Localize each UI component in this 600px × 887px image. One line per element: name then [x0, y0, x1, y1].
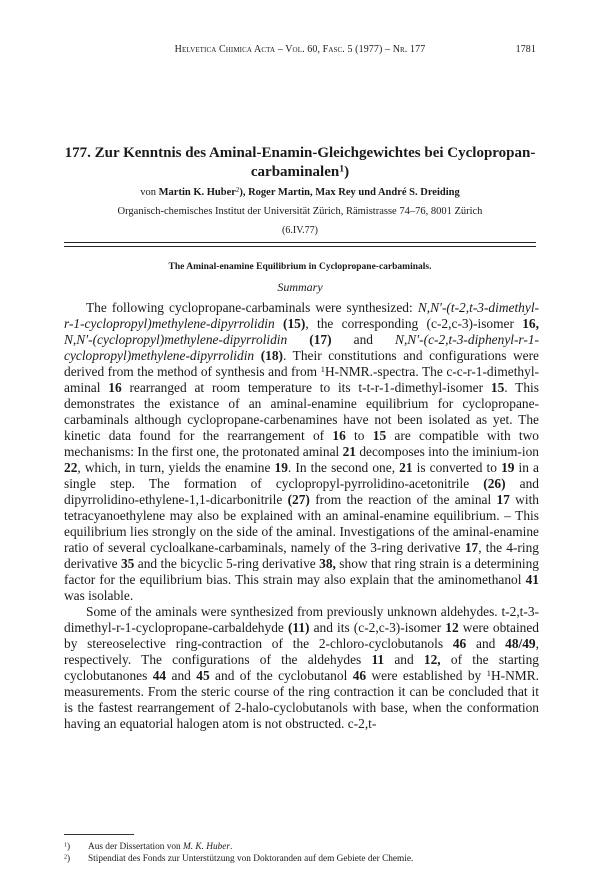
affiliation: Organisch-chemisches Institut der Universität Zürich, Rämistrasse 74–76, 8001 Zürich: [117, 206, 483, 217]
english-title: The Aminal-enamine Equilibrium in Cyclopropane-carbaminals.: [168, 262, 432, 272]
footnote-2: [64, 853, 539, 865]
title-footnote-mark: 1: [339, 163, 345, 175]
page-number: 1781: [515, 44, 536, 55]
summary-paragraph-1: The following cyclopropane-carbaminals were synthesized: N,N′-(t-2,t-3-dimethyl-r-1-cyclopropyl)methylene-dipyrrolidin (15), the corresponding (c-2,c-3)-isomer 16, N,N′-(cyclopropyl)methylene-dipyrrolidin (17) and N,N′-(c-2,t-3-diphenyl-r-1-cyclopropyl)methylene-dipyrrolidin (18). Their constitutions and configurations were derived from the method of synthesis and from $^1$H-NMR.-spectra. The c-c-r-1-dimethyl-aminal 16 rearranged at room temperature to its t-t-r-1-dimethyl-isomer 15. This demonstrates the existance of an aminal-enamine equilibrium for cyclopropane-carbaminals although cyclopropane-carbenamines have not been isolated as yet. The kinetic data found for the rearrangement of 16 to 15 are compatible with two mechanisms: In the first one, the protonated aminal 21 decomposes into the iminium-ion 22, which, in turn, yields the enamine 19. In the second one, 21 is converted to 19 in a single step. The formation of cyclopropyl-pyrrolidino-acetonitrile (26) and dipyrrolidino-ethylene-1,1-dicarbonitrile (27) from the reaction of the aminal 17 with tetracyanoethylene may also be explained with an aminal-enamine equilibrium. – This equilibrium lies strongly on the side of the aminal. Investigations of the aminal-enamine ratio of several cycloalkane-carbaminals, namely of the 3-ring derivative 17, the 4-ring derivative 35 and the bicyclic 5-ring derivative 38, show that ring strain is a determining factor for the equilibrium bias. This strain may also explain that the aminomethanol 41 was isolable.: [64, 300, 540, 603]
title-paren: ): [344, 164, 350, 180]
footnote-1: [64, 841, 539, 853]
received-date: (6.IV.77): [282, 225, 318, 236]
running-head: [0, 44, 600, 60]
author-1: Martin K. Huber: [158, 187, 236, 198]
header-rule: [64, 242, 536, 247]
author-rest: ), Roger Martin, Max Rey und André S. Dreiding: [239, 187, 460, 198]
author-prefix: von: [140, 187, 156, 198]
article-title: [62, 144, 538, 182]
author-line: [40, 187, 560, 198]
footnote-text: Stipendiat des Fonds zur Unterstützung von Doktoranden auf dem Gebiete der Chemie.: [88, 854, 414, 864]
footnote-text: Aus der Dissertation von M. K. Huber.: [88, 842, 233, 852]
author-1-note: 2: [235, 186, 240, 194]
summary-body: [64, 300, 539, 732]
footnotes: [64, 841, 539, 865]
footnote-mark: $^2$): [64, 854, 71, 864]
footnote-mark: $^1$): [64, 842, 71, 852]
summary-paragraph-2: Some of the aminals were synthesized from previously unknown aldehydes. t-2,t-3-dimethyl-r-1-cyclopropane-carbaldehyde (11) and its (c-2,c-3)-isomer 12 were obtained by stereoselective ring-contraction of the 2-chloro-cyclobutanols 46 and 48/49, respectively. The configurations of the aldehydes 11 and 12, of the starting cyclobutanones 44 and 45 and of the cyclobutanol 46 were established by $^1$H-NMR. measurements. From the steric course of the ring contraction it can be concluded that it is the fastest rearrangement of 2-halo-cyclobutanols with base, when the conformation having an equatorial halogen atom is not obstructed. c-2,t-: [64, 604, 539, 731]
article-title-text: 177. Zur Kenntnis des Aminal-Enamin-Gleichgewichtes bei Cyclopropan-carbaminalen: [64, 145, 536, 180]
journal-citation: Helvetica Chimica Acta – Vol. 60, Fasc. 5 (1977) – Nr. 177: [174, 44, 426, 55]
summary-heading: Summary: [277, 280, 323, 294]
footnote-rule: [64, 834, 134, 835]
